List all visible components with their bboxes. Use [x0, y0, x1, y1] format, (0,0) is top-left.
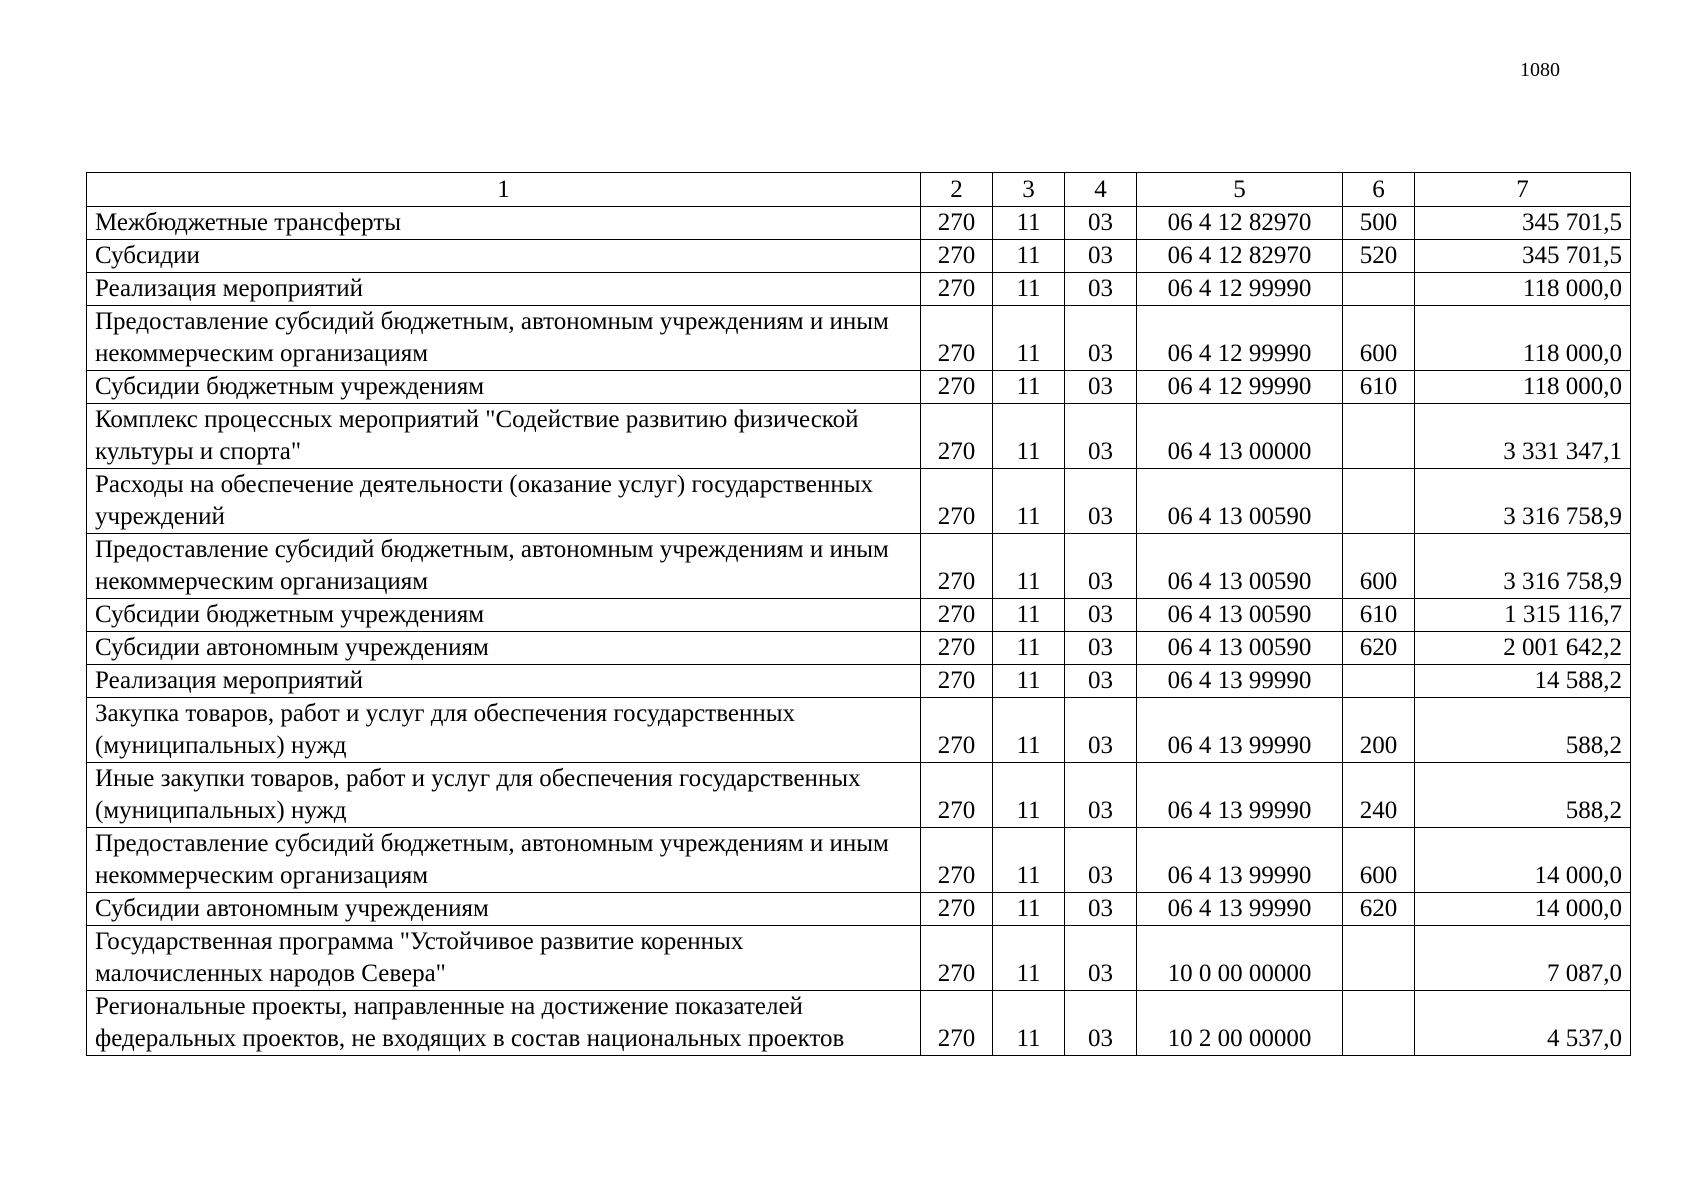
row-section-cell: 11: [993, 371, 1065, 404]
row-target-article-cell: 06 4 13 00000: [1137, 404, 1343, 469]
row-target-article-cell: 06 4 13 99990: [1137, 893, 1343, 926]
row-target-article-cell: 06 4 12 99990: [1137, 306, 1343, 371]
table-row: [87, 763, 1631, 828]
row-expense-type-cell: 620: [1343, 893, 1415, 926]
table-row: [87, 469, 1631, 534]
row-expense-type-cell: 600: [1343, 828, 1415, 893]
row-amount-cell: 7 087,0: [1415, 926, 1631, 991]
row-target-article-cell: 06 4 12 99990: [1137, 371, 1343, 404]
row-section-cell: 11: [993, 240, 1065, 273]
row-subsection-cell: 03: [1065, 665, 1137, 698]
column-header: 3: [993, 173, 1065, 207]
row-expense-type-cell: 200: [1343, 698, 1415, 763]
row-target-article-cell: 06 4 13 99990: [1137, 828, 1343, 893]
row-ministry-cell: 270: [921, 306, 993, 371]
row-target-article-cell: 06 4 13 00590: [1137, 599, 1343, 632]
table-row: [87, 632, 1631, 665]
row-section-cell: 11: [993, 599, 1065, 632]
table-row: [87, 273, 1631, 306]
table-body: [87, 207, 1631, 1056]
row-section-cell: 11: [993, 469, 1065, 534]
row-target-article-cell: 06 4 13 99990: [1137, 763, 1343, 828]
column-header: 7: [1415, 173, 1631, 207]
row-section-cell: 11: [993, 404, 1065, 469]
row-expense-type-cell: [1343, 991, 1415, 1056]
column-header: 1: [87, 173, 921, 207]
row-target-article-cell: 10 0 00 00000: [1137, 926, 1343, 991]
row-amount-cell: 3 331 347,1: [1415, 404, 1631, 469]
row-section-cell: 11: [993, 632, 1065, 665]
row-ministry-cell: 270: [921, 371, 993, 404]
table-row: [87, 991, 1631, 1056]
row-expense-type-cell: [1343, 273, 1415, 306]
page-number: 1080: [1520, 59, 1560, 81]
row-section-cell: 11: [993, 306, 1065, 371]
row-name-cell: Предоставление субсидий бюджетным, автономным учреждениям и иным некоммерческим организациям: [87, 306, 921, 371]
row-target-article-cell: 06 4 12 82970: [1137, 207, 1343, 240]
row-expense-type-cell: 240: [1343, 763, 1415, 828]
row-ministry-cell: 270: [921, 828, 993, 893]
row-name-cell: Предоставление субсидий бюджетным, автономным учреждениям и иным некоммерческим организациям: [87, 828, 921, 893]
row-expense-type-cell: 500: [1343, 207, 1415, 240]
row-name-cell: Реализация мероприятий: [87, 665, 921, 698]
row-amount-cell: 118 000,0: [1415, 371, 1631, 404]
row-subsection-cell: 03: [1065, 599, 1137, 632]
row-section-cell: 11: [993, 828, 1065, 893]
row-amount-cell: 345 701,5: [1415, 207, 1631, 240]
row-ministry-cell: 270: [921, 665, 993, 698]
row-amount-cell: 588,2: [1415, 763, 1631, 828]
row-name-cell: Субсидии: [87, 240, 921, 273]
row-ministry-cell: 270: [921, 632, 993, 665]
row-section-cell: 11: [993, 534, 1065, 599]
row-name-cell: Иные закупки товаров, работ и услуг для обеспечения государственных (муниципальных) нужд: [87, 763, 921, 828]
table-row: [87, 240, 1631, 273]
row-amount-cell: 118 000,0: [1415, 273, 1631, 306]
row-subsection-cell: 03: [1065, 893, 1137, 926]
row-target-article-cell: 06 4 12 99990: [1137, 273, 1343, 306]
table-row: [87, 404, 1631, 469]
row-expense-type-cell: 610: [1343, 599, 1415, 632]
row-subsection-cell: 03: [1065, 469, 1137, 534]
row-expense-type-cell: [1343, 926, 1415, 991]
row-amount-cell: 588,2: [1415, 698, 1631, 763]
row-subsection-cell: 03: [1065, 828, 1137, 893]
budget-table: [86, 172, 1631, 1056]
row-name-cell: Субсидии бюджетным учреждениям: [87, 599, 921, 632]
row-subsection-cell: 03: [1065, 632, 1137, 665]
row-name-cell: Расходы на обеспечение деятельности (оказание услуг) государственных учреждений: [87, 469, 921, 534]
column-header: 4: [1065, 173, 1137, 207]
row-section-cell: 11: [993, 273, 1065, 306]
row-target-article-cell: 06 4 13 00590: [1137, 534, 1343, 599]
row-subsection-cell: 03: [1065, 371, 1137, 404]
row-amount-cell: 14 588,2: [1415, 665, 1631, 698]
row-section-cell: 11: [993, 991, 1065, 1056]
table-row: [87, 207, 1631, 240]
row-amount-cell: 1 315 116,7: [1415, 599, 1631, 632]
row-ministry-cell: 270: [921, 991, 993, 1056]
row-target-article-cell: 06 4 13 99990: [1137, 665, 1343, 698]
column-header: 5: [1137, 173, 1343, 207]
row-expense-type-cell: 520: [1343, 240, 1415, 273]
row-subsection-cell: 03: [1065, 273, 1137, 306]
table-row: [87, 371, 1631, 404]
row-name-cell: Региональные проекты, направленные на достижение показателей федеральных проектов, не входящих в состав национальных проектов: [87, 991, 921, 1056]
row-ministry-cell: 270: [921, 763, 993, 828]
row-ministry-cell: 270: [921, 469, 993, 534]
row-name-cell: Комплекс процессных мероприятий "Содействие развитию физической культуры и спорта": [87, 404, 921, 469]
row-ministry-cell: 270: [921, 404, 993, 469]
row-ministry-cell: 270: [921, 599, 993, 632]
row-subsection-cell: 03: [1065, 926, 1137, 991]
row-subsection-cell: 03: [1065, 404, 1137, 469]
row-subsection-cell: 03: [1065, 763, 1137, 828]
table-row: [87, 534, 1631, 599]
row-section-cell: 11: [993, 926, 1065, 991]
row-subsection-cell: 03: [1065, 306, 1137, 371]
table-row: [87, 665, 1631, 698]
row-name-cell: Реализация мероприятий: [87, 273, 921, 306]
column-header: 2: [921, 173, 993, 207]
row-amount-cell: 118 000,0: [1415, 306, 1631, 371]
row-subsection-cell: 03: [1065, 991, 1137, 1056]
column-header: 6: [1343, 173, 1415, 207]
row-target-article-cell: 06 4 13 00590: [1137, 632, 1343, 665]
row-ministry-cell: 270: [921, 273, 993, 306]
row-section-cell: 11: [993, 207, 1065, 240]
row-expense-type-cell: 610: [1343, 371, 1415, 404]
row-expense-type-cell: 600: [1343, 306, 1415, 371]
table-header-row: [87, 173, 1631, 207]
table-row: [87, 893, 1631, 926]
row-expense-type-cell: [1343, 404, 1415, 469]
row-name-cell: Закупка товаров, работ и услуг для обеспечения государственных (муниципальных) нужд: [87, 698, 921, 763]
row-section-cell: 11: [993, 665, 1065, 698]
row-name-cell: Предоставление субсидий бюджетным, автономным учреждениям и иным некоммерческим организациям: [87, 534, 921, 599]
row-subsection-cell: 03: [1065, 240, 1137, 273]
row-amount-cell: 3 316 758,9: [1415, 469, 1631, 534]
row-name-cell: Субсидии автономным учреждениям: [87, 632, 921, 665]
row-ministry-cell: 270: [921, 207, 993, 240]
row-target-article-cell: 10 2 00 00000: [1137, 991, 1343, 1056]
row-subsection-cell: 03: [1065, 698, 1137, 763]
row-amount-cell: 2 001 642,2: [1415, 632, 1631, 665]
row-subsection-cell: 03: [1065, 207, 1137, 240]
table-row: [87, 599, 1631, 632]
row-section-cell: 11: [993, 763, 1065, 828]
row-ministry-cell: 270: [921, 926, 993, 991]
row-ministry-cell: 270: [921, 534, 993, 599]
row-amount-cell: 14 000,0: [1415, 893, 1631, 926]
row-subsection-cell: 03: [1065, 534, 1137, 599]
table-row: [87, 926, 1631, 991]
row-target-article-cell: 06 4 12 82970: [1137, 240, 1343, 273]
row-expense-type-cell: [1343, 665, 1415, 698]
row-expense-type-cell: [1343, 469, 1415, 534]
row-name-cell: Субсидии бюджетным учреждениям: [87, 371, 921, 404]
row-amount-cell: 345 701,5: [1415, 240, 1631, 273]
row-ministry-cell: 270: [921, 893, 993, 926]
row-section-cell: 11: [993, 893, 1065, 926]
row-ministry-cell: 270: [921, 240, 993, 273]
table-row: [87, 306, 1631, 371]
row-target-article-cell: 06 4 13 00590: [1137, 469, 1343, 534]
row-name-cell: Межбюджетные трансферты: [87, 207, 921, 240]
table-row: [87, 698, 1631, 763]
table-row: [87, 828, 1631, 893]
row-amount-cell: 4 537,0: [1415, 991, 1631, 1056]
row-ministry-cell: 270: [921, 698, 993, 763]
row-name-cell: Субсидии автономным учреждениям: [87, 893, 921, 926]
row-amount-cell: 3 316 758,9: [1415, 534, 1631, 599]
row-expense-type-cell: 600: [1343, 534, 1415, 599]
row-section-cell: 11: [993, 698, 1065, 763]
row-expense-type-cell: 620: [1343, 632, 1415, 665]
row-name-cell: Государственная программа "Устойчивое развитие коренных малочисленных народов Севера": [87, 926, 921, 991]
row-target-article-cell: 06 4 13 99990: [1137, 698, 1343, 763]
row-amount-cell: 14 000,0: [1415, 828, 1631, 893]
